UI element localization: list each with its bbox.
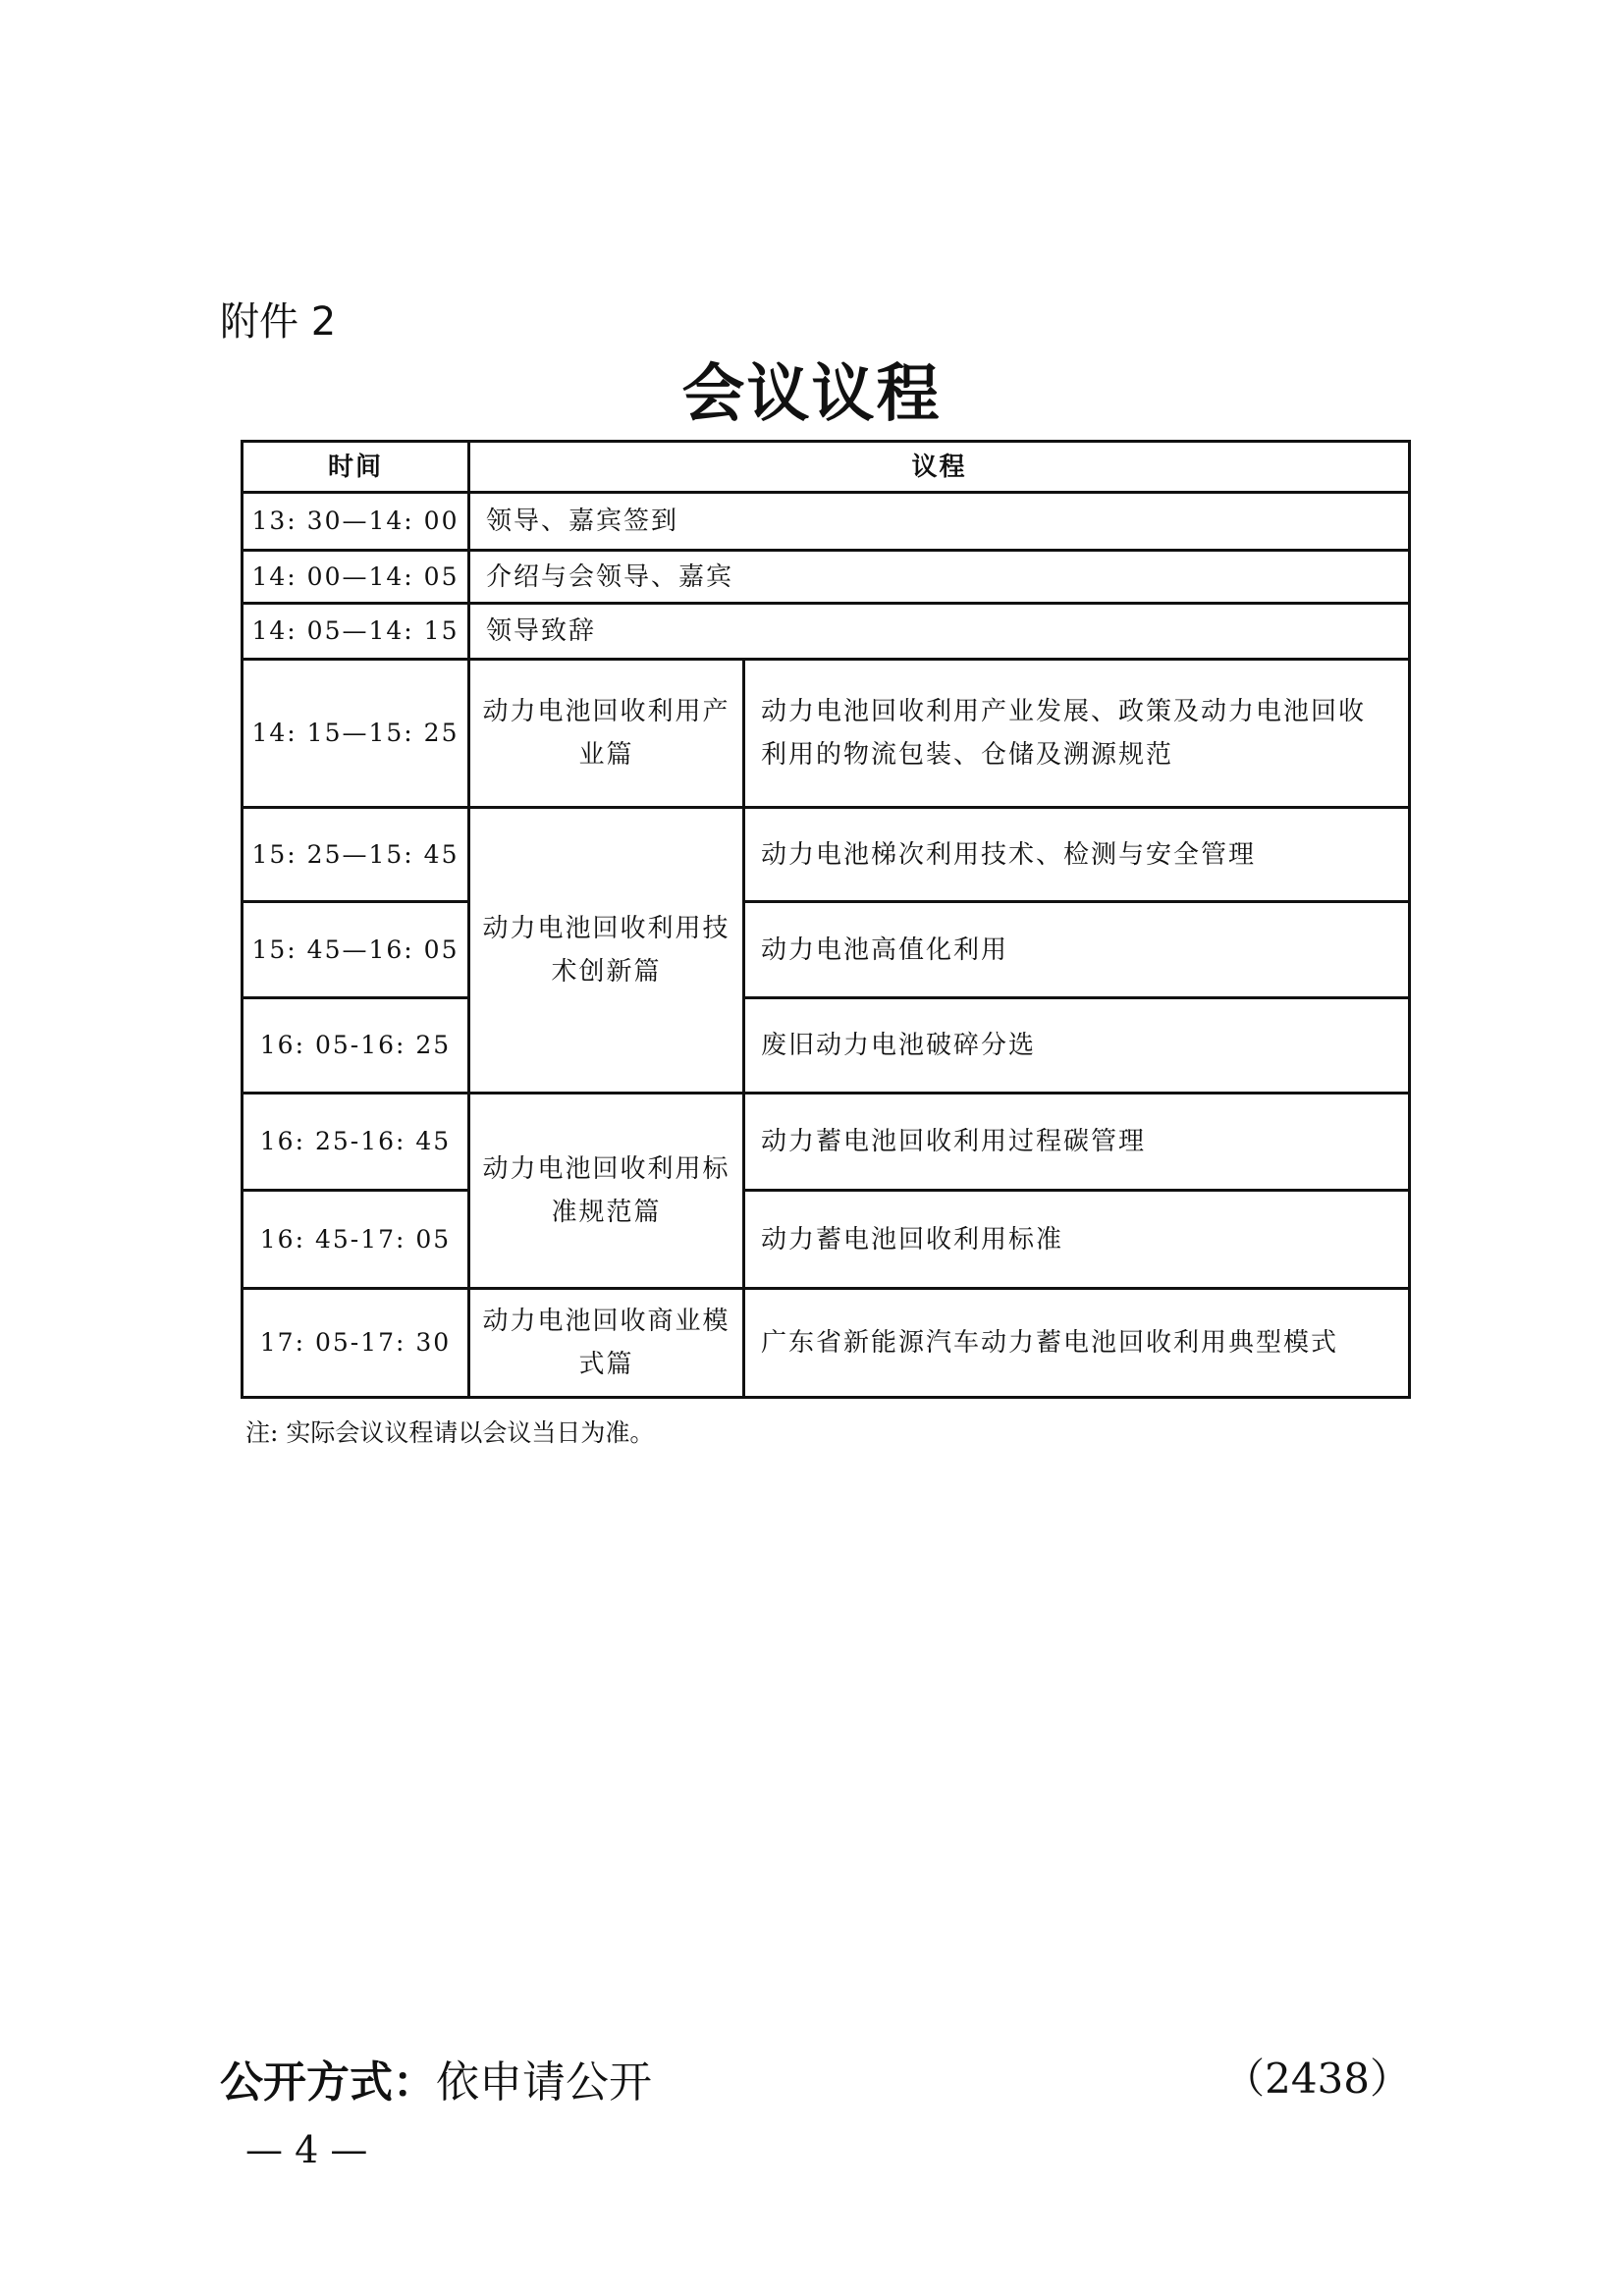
agenda-cell: 动力蓄电池回收利用标准 bbox=[744, 1191, 1410, 1289]
agenda-cell: 领导致辞 bbox=[469, 604, 1410, 660]
header-agenda: 议程 bbox=[469, 442, 1410, 493]
attachment-label: 附件 2 bbox=[220, 299, 337, 345]
table-row bbox=[243, 660, 1410, 808]
table-row bbox=[243, 1289, 1410, 1398]
note-text: 注: 实际会议议程请以会议当日为准。 bbox=[245, 1418, 655, 1447]
table-header-row bbox=[243, 442, 1410, 493]
header-time: 时间 bbox=[243, 442, 469, 493]
table-row bbox=[243, 902, 1410, 998]
time-cell: 16: 45-17: 05 bbox=[243, 1191, 469, 1289]
disclosure-label: 公开方式： bbox=[220, 2057, 436, 2108]
time-cell: 15: 25—15: 45 bbox=[243, 808, 469, 902]
table-row bbox=[243, 998, 1410, 1094]
agenda-cell: 动力电池高值化利用 bbox=[744, 902, 1410, 998]
disclosure-value: 依申请公开 bbox=[436, 2057, 652, 2108]
disclosure-line bbox=[220, 2047, 652, 2109]
time-cell: 16: 25-16: 45 bbox=[243, 1094, 469, 1191]
agenda-cell: 动力电池梯次利用技术、检测与安全管理 bbox=[744, 808, 1410, 902]
table-row bbox=[243, 493, 1410, 551]
page-title: 会议议程 bbox=[681, 358, 942, 431]
agenda-cell: 领导、嘉宾签到 bbox=[469, 493, 1410, 551]
time-cell: 17: 05-17: 30 bbox=[243, 1289, 469, 1398]
agenda-cell: 广东省新能源汽车动力蓄电池回收利用典型模式 bbox=[744, 1289, 1410, 1398]
time-cell: 13: 30—14: 00 bbox=[243, 493, 469, 551]
table-row bbox=[243, 604, 1410, 660]
table-row bbox=[243, 551, 1410, 604]
time-cell: 16: 05-16: 25 bbox=[243, 998, 469, 1094]
table-row bbox=[243, 1094, 1410, 1191]
time-cell: 14: 15—15: 25 bbox=[243, 660, 469, 808]
section-cell: 动力电池回收利用产业篇 bbox=[469, 660, 744, 808]
time-cell: 15: 45—16: 05 bbox=[243, 902, 469, 998]
section-cell: 动力电池回收利用标准规范篇 bbox=[469, 1094, 744, 1289]
agenda-cell: 废旧动力电池破碎分选 bbox=[744, 998, 1410, 1094]
table-row bbox=[243, 1191, 1410, 1289]
agenda-table bbox=[241, 440, 1411, 1399]
time-cell: 14: 00—14: 05 bbox=[243, 551, 469, 604]
page-number: — 4 — bbox=[245, 2128, 368, 2171]
agenda-cell: 动力电池回收利用产业发展、政策及动力电池回收利用的物流包装、仓储及溯源规范 bbox=[744, 660, 1410, 808]
agenda-cell: 介绍与会领导、嘉宾 bbox=[469, 551, 1410, 604]
time-cell: 14: 05—14: 15 bbox=[243, 604, 469, 660]
document-code: （2438） bbox=[1223, 2055, 1411, 2103]
section-cell: 动力电池回收利用技术创新篇 bbox=[469, 808, 744, 1094]
agenda-cell: 动力蓄电池回收利用过程碳管理 bbox=[744, 1094, 1410, 1191]
section-cell: 动力电池回收商业模式篇 bbox=[469, 1289, 744, 1398]
table-row bbox=[243, 808, 1410, 902]
